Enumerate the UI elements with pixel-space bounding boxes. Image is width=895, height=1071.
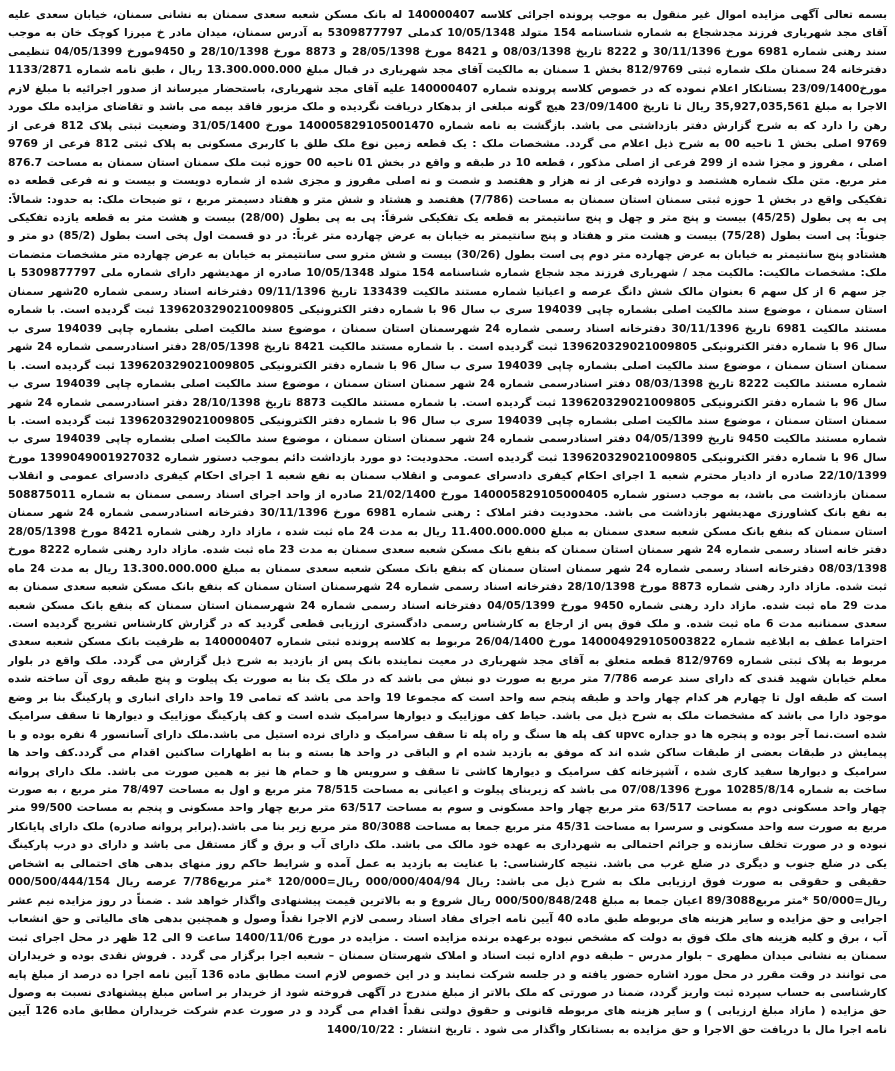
auction-notice-text: بسمه تعالی آگهی مزایده اموال غیر منقول به موجب پرونده اجرائی کلاسه 140000407 له بانک مسکن شعبه سعدی سمنان به نشانی سمنان، خیابان سعدی علیه آقای مجد شهریاری فرزند مجدشجاع به شماره شناسنامه 154 متولد 10/05/1348 کدملی 5309877797 به آدرس سمنان، میدان مادر خ میرزا کوچک خان به موجب سند رهنی شماره 6981 مورخ 30/11/1396 و 8222 تاریخ 08/03/1398 و 8421 مورخ 28/05/1398 و 8873 مورخ 28/10/1398 و 9450مورخ 04/05/1399 تنظیمی دفترخانه 24 سمنان ملک شماره ثبتی 812/9769 بخش 1 سمنان به مالکیت آقای مجد شهریاری در قبال مبلغ 13.300.000.000 ریال ، طبق نامه شماره 1133/2871 مورخ23/09/1400 بستانکار اعلام نموده که در خصوص کلاسه پرونده شماره 140000407 علیه آقای مجد شهریاری، باستحضار میرساند از صدور اجرائیه با مبلغ لازم الاجرا به مبلغ 35,927,035,561 ریال تا تاریخ 23/09/1400 هیچ گونه مبلغی از بدهکار دریافت نگردیده و ملک مزبور فاقد بیمه می باشد و تقاضای مزایده ملک مورد رهن را دارد که به شرح گزارش دفتر بازداشتی می باشد. بازگشت به نامه شماره 140005829105001470 مورخ 31/05/1400 وضعیت ثبتی پلاک 812 فرعی از 9769 اصلی بخش 1 ناحیه 00 به شرح ذیل اعلام می گردد. مشخصات ملک : یک قطعه زمین نوع ملک طلق با کاربری مسکونی به پلاک ثبتی 812 فرعی از 9769 اصلی ، مفروز و مجزا شده از 299 فرعی از اصلی مذکور ، قطعه 10 در طبقه و واقع در بخش 01 ناحیه 00 حوزه ثبت ملک سمنان استان سمنان به مساحت 876.7 متر مربع. متن ملک شماره هشتصد و دوازده فرعی از نه هزار و هفتصد و شصت و نه اصلی مفروز و مجزی شده از شماره دویست و بیست و نه فرعی قطعه ده تفکیکی واقع در بخش 1 حوزه ثبتی سمنان استان سمنان به مساحت (7/786) هفتصد و هشتاد و شش متر و هفتاد دسیمتر مربع ، تو ضیحات ملک: به حدود: شمالاً: پی به پی بطول (45/25) بیست و پنج متر و چهل و پنج سانتیمتر به قطعه یک تفکیکی شرقاً: پی به پی بطول (28/00) بیست و هشت متر به قطعه یازده تفکیکی جنوباً: پی است بطول (75/28) بیست و هشت متر و هفتاد و پنج سانتیمتر به خیابان به عرض چهارده متر غرباً: در دو قسمت اول پخی است بطول (85/2) دو متر و هشتادو پنج سانتیمتر به خیابان به عرض چهارده متر دوم پی است بطول (30/26) بیست و شش مترو سی سانتیمتر به خیابان به عرض چهارده متر مشخصات متضمات ملک: مشخصات مالکیت: مالکیت مجد / شهریاری فرزند مجد شجاع شماره شناسنامه 154 متولد 10/05/1348 صادره از مهدیشهر دارای شماره ملی 5309877797 با جز سهم 6 از کل سهم 6 بعنوان مالک شش دانگ عرصه و اعیانیا شماره مستند مالکیت 133439 تاریخ 09/11/1396 دفترخانه اسناد رسمی شماره 20شهر سمنان استان سمنان ، موضوع سند مالکیت اصلی بشماره چاپی 194039 سری ب سال 96 با شماره دفتر الکترونیکی 139620329021009805 ثبت گردیده است. با شماره مستند مالکیت 6981 تاریخ 30/11/1396 دفترخانه اسناد رسمی شماره 24 شهرسمنان استان سمنان ، موضوع سند مالکیت اصلی بشماره چاپی 194039 سری ب سال 96 با شماره دفتر الکترونیکی 139620329021009805 ثبت گردیده است . با شماره مستند مالکیت 8421 تاریخ 28/05/1398 دفتر اسنادرسمی شماره 24 شهر سمنان استان سمنان ، موضوع سند مالکیت اصلی بشماره چاپی 194039 سری ب سال 96 با شماره دفتر الکترونیکی 139620329021009805 ثبت گردیده است. با شماره مستند مالکیت 8222 تاریخ 08/03/1398 دفتر اسنادرسمی شماره 24 شهر سمنان استان سمنان ، موضوع سند مالکیت اصلی بشماره چاپی 194039 سری ب سال 96 با شماره دفتر الکترونیکی 139620329021009805 ثبت گردیده است. با شماره مستند مالکیت 8873 تاریخ 28/10/1398 دفتر اسنادرسمی شماره 24 شهر سمنان استان سمنان ، موضوع سند مالکیت اصلی بشماره چاپی 194039 سری ب سال 96 با شماره دفتر الکترونیکی 139620329021009805 ثبت گردیده است. با شماره مستند مالکیت 9450 تاریخ 04/05/1399 دفتر اسنادرسمی شماره 24 شهر سمنان استان سمنان ، موضوع سند مالکیت اصلی بشماره چاپی 194039 سری ب سال 96 با شماره دفتر الکترونیکی 139620329021009805 ثبت گردیده است. محدودیت: دو مورد بازداشت دائم بموجب دستور شماره 1399049001927032 مورخ 22/10/1399 صادره از دادیار محترم شعبه 1 اجرای احکام کیفری دادسرای عمومی و انقلاب سمنان به نفع شعبه 1 اجرای احکام کیفری دادسرای عمومی و انقلاب سمنان بازداشت می باشد، به موجب دستور شماره 140005829105000405 مورخ 21/02/1400 صادره از واحد اجرای اسناد رسمی سمنان به شماره 508875011 به نفع بانک کشاورزی مهدیشهر بازداشت می باشد. محدودیت دفتر املاک : رهنی شماره 6981 مورخ 30/11/1396 دفترخانه اسنادرسمی شماره 24 شهر سمنان استان سمنان که بنفع بانک مسکن شعبه سعدی سمنان به مبلغ 11.400.000.000 ریال به مدت 24 ماه ثبت شده ، مازاد دارد رهنی شماره 8421 مورخ 28/05/1398 دفتر خانه اسناد رسمی شماره 24 شهر سمنان استان سمنان که بنفع بانک مسکن شعبه سعدی سمنان به مدت 23 ماه ثبت شده. مازاد دارد رهنی شماره 8222 مورخ 08/03/1398 دفترخانه اسناد رسمی شماره 24 شهر سمنان استان سمنان که بنفع بانک مسکن شعبه سعدی سمنان به مبلغ 13.300.000.000 ریال به مدت 24 ماه ثبت شده. مازاد دارد رهنی شماره 8873 مورخ 28/10/1398 دفترخانه اسناد رسمی شماره 24 شهرسمنان استان سمنان که بنفع بانک مسکن شعبه سعدی سمنان به مدت 29 ماه ثبت شده. مازاد دارد رهنی شماره 9450 مورخ 04/05/1399 دفترخانه اسناد رسمی شماره 24 شهرسمنان استان سمنان که بنفع بانک مسکن شعبه سعدی سمنانبه مدت 6 ماه ثبت شده. و ملک فوق پس از ارجاع به کارشناس رسمی دادگستری ارزیابی قطعی گردید که در گزارش کارشناس تشریح گردیده است. احتراما عطف به ابلاغیه شماره 140004929105003822 مورخ 26/04/1400 مربوط به کلاسه پرونده ثبتی شماره 140000407 به ظرفیت بانک مسکن شعبه سعدی مربوط به پلاک ثبتی شماره 812/9769 قطعه متعلق به آقای مجد شهریاری در معیت نماینده بانک پس از بازدید به شرح ذیل گزارش می گردد. ملک واقع در بلوار معلم خیابان شهید قندی که دارای سند عرصه 7/786 متر مربع به صورت دو نبش می باشد که در ملک یک بنا به صورت یک پیلوت و پنج طبقه روی آن ساخته شده است که طبقه اول تا چهارم هر کدام چهار واحد و طبقه پنجم سه واحد است که مجموعا 19 واحد می باشد که تمامی 19 واحد دارای انباری و پارکینگ بنا بر وضع موجود دارا می باشد که مشخصات ملک به شرح ذیل می باشد. حیاط کف موزاییک و دیوارها سرامیک شده است و کف پارکینگ موزاییک و دیوارها تا سقف سرامیک شده است.نما آجر بوده و پنجره ها دو جداره upvc کف پله ها سنگ و راه پله تا سقف سرامیک و دارای نرده استیل می باشد.ملک دارای آسانسور 4 نفره بوده و با پیمایش در طبقات بعضی از طبقات ساکن شده اند که موفق به بازدید شده ام و الباقی در واحد ها بسته و بنا به اظهارات ساکنین اقدام می گردد.کف واحد ها سرامیک و دیوارها سفید کاری شده ، آشپزخانه کف سرامیک و دیوارها کاشی تا سقف و سرویس ها و حمام ها نیز به همین صورت می باشد. ملک دارای پروانه ساخت به شماره 10285/8/14 مورخ 07/08/1396 می باشد که زیربنای پیلوت و اعیانی به مساحت 78/515 متر مربع و اول به مساحت 78/497 متر مربع ، به صورت چهار واحد مسکونی دوم به مساحت 63/517 متر مربع چهار واحد مسکونی و سوم به مساحت 63/517 متر مربع چهار واحد مسکونی و پنجم به مساحت 99/500 متر مربع به صورت سه واحد مسکونی و سرسرا به مساحت 45/31 متر مربع جمعا به مساحت 80/3088 متر مربع زیر بنا می باشد.(برابر پروانه صادره) ملک دارای پایانکار نبوده و در صورت تخلف سازنده و جرائم احتمالی به شهرداری به عهده خود مالک می باشد. ملک دارای آب و برق و گاز مستقل می باشد و دارای دو درب پارکینگ یکی در ضلع جنوب و دیگری در ضلع غرب می باشد. نتیجه کارشناسی: با عنایت به بازدید به عمل آمده و شرایط حاکم روز منهای بدهی های احتمالی به اشخاص حقیقی و حقوقی به صورت فوق ارزیابی ملک به شرح ذیل می باشد: ریال 000/000/404/94 ریال=120/000 *متر مربع7/786 عرصه ریال 000/500/444/154 ریال=50/000 *متر مربع89/3088 اعیان جمعا به مبلغ 000/500/848/248 ریال شروع و به بالاترین قیمت پیشنهادی واگذار خواهد شد . ضمناً در روز مزایده نیم عشر اجرایی و حق مزایده و سایر هزینه های مربوطه طبق ماده 40 آیین نامه اجرای مفاد اسناد رسمی لازم الاجرا نقداً وصول و همچنین بدهی های مالیاتی و حق انشعاب آب ، برق و کلیه هزینه های ملک فوق به دولت که مشخص نبوده برعهده برنده مزایده است . مزایده در مورخ 1400/11/06 ساعت 9 الی 12 ظهر در محل اجرای ثبت سمنان به نشانی میدان مطهری – بلوار مدرس – طبقه دوم اداره ثبت اسناد و املاک شهرستان سمنان – شعبه اجرا برگزار می گردد . فروش نقدی بوده و خریداران می توانند در وقت مقرر در محل مورد اشاره حضور یافته و در جلسه شرکت نمایند و در این خصوص لازم است مطابق ماده 136 آیین نامه اجرا ده درصد از مبلغ پایه کارشناسی به حساب سپرده ثبت واریز گردد، ضمنا در صورتی که ملک بالاتر از مبلغ مندرج در آگهی فروخته شود از خریدار بر اساس مبلغ پیشنهادی نسبت به وصول حق مزایده ( مازاد مبلغ ارزیابی ) و سایر هزینه های مربوطه قانونی و حقوق دولتی نقداً اقدام می گردد و در صورت عدم شرکت خریداران مطابق ماده 126 آیین نامه اجرا مال با دریافت حق الاجرا و حق مزایده به بستانکار واگذار می شود . تاریخ انتشار : 1400/10/22 [8,8,888,1036]
